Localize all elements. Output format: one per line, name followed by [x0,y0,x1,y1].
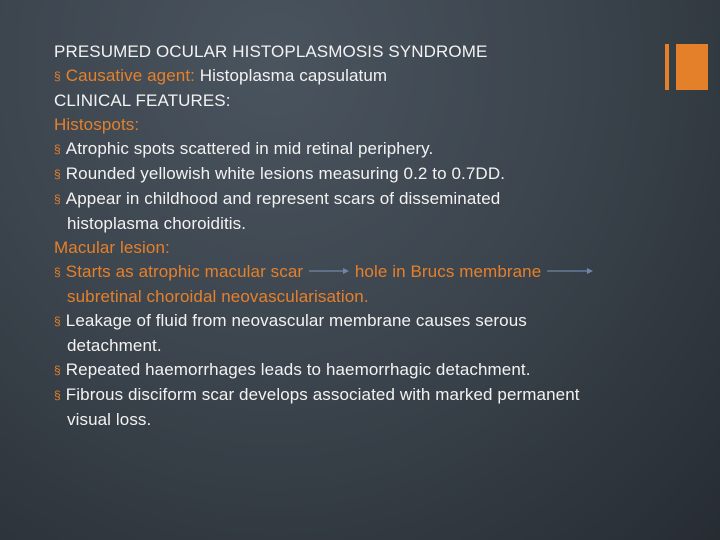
histospots-bullet-3 [54,187,674,212]
slide-content [54,40,674,432]
right-arrow-icon [546,266,594,276]
macular-bullet-1-continued: subretinal choroidal neovascularisation. [67,287,369,306]
macular-bullet-2 [54,309,674,334]
bullet-text: Atrophic spots scattered in mid retinal periphery. [65,139,434,158]
bullet-text-part-1: Starts as atrophic macular scar [65,262,304,281]
macular-bullet-4-continued: visual loss. [67,410,152,429]
bullet-text: Rounded yellowish white lesions measuring 0.2 to 0.7DD. [65,164,506,183]
histospots-bullet-1 [54,137,674,162]
bullet-icon: § [54,314,61,328]
macular-bullet-1 [54,260,674,285]
bullet-icon: § [54,192,61,206]
bullet-icon: § [54,363,61,377]
accent-bar-thick [676,44,708,90]
histospots-heading: Histospots: [54,115,140,134]
macular-bullet-3 [54,358,674,383]
bullet-text: Leakage of fluid from neovascular membrane causes serous [65,311,527,330]
causative-agent-label: Causative agent: [65,66,195,85]
bullet-text-part-2: hole in Brucs membrane [354,262,542,281]
right-arrow-icon [308,266,350,276]
bullet-icon: § [54,265,61,279]
bullet-text: Fibrous disciform scar develops associated with marked permanent [65,385,580,404]
bullet-text: Repeated haemorrhages leads to haemorrhagic detachment. [65,360,531,379]
causative-agent-value: Histoplasma capsulatum [194,66,388,85]
histospots-bullet-2 [54,162,674,187]
macular-bullet-2-continued: detachment. [67,336,162,355]
bullet-icon: § [54,388,61,402]
macular-lesion-heading: Macular lesion: [54,238,170,257]
slide-title: PRESUMED OCULAR HISTOPLASMOSIS SYNDROME [54,42,488,61]
bullet-text: Appear in childhood and represent scars of disseminated [65,189,501,208]
bullet-icon: § [54,69,61,83]
bullet-icon: § [54,167,61,181]
clinical-features-heading: CLINICAL FEATURES: [54,91,231,110]
causative-agent-bullet [54,64,674,89]
bullet-icon: § [54,142,61,156]
macular-bullet-4 [54,383,674,408]
histospots-bullet-3-continued: histoplasma choroiditis. [67,214,247,233]
